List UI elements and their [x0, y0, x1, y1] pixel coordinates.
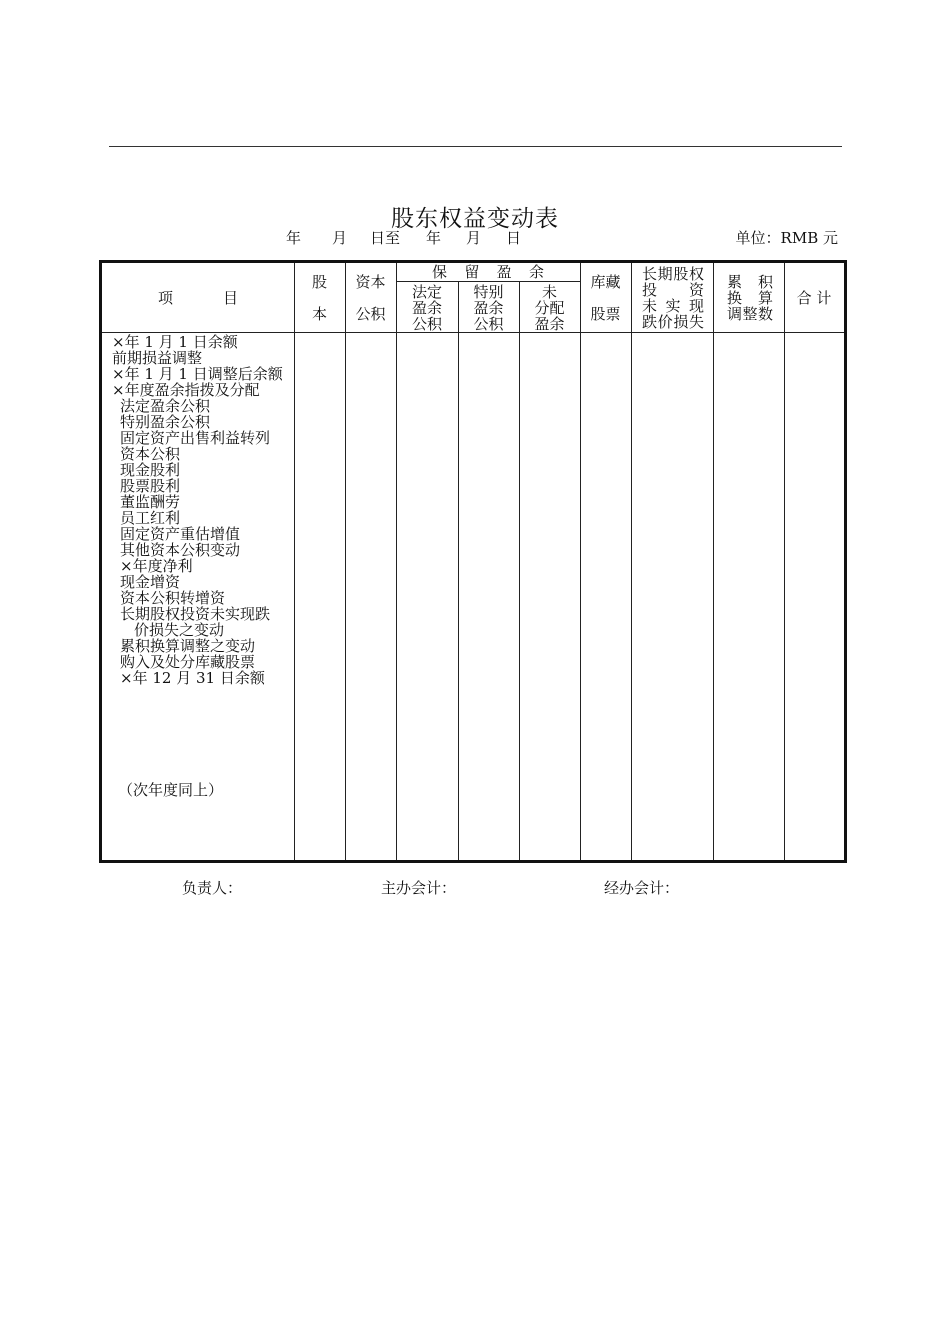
header-share-capital: 股 本	[311, 273, 327, 323]
row-labels	[112, 334, 283, 686]
currency-unit: 单位：RMB 元	[735, 229, 838, 247]
top-rule	[109, 146, 842, 147]
col-divider	[784, 263, 785, 860]
header-translation-adjustment: 累 积 换 算 调整数	[727, 273, 773, 323]
next-year-note: （次年度同上）	[118, 781, 224, 799]
row-label: 固定资产重估增值	[120, 525, 241, 543]
header-lt-equity-loss: 长期股权 投 资 未 实 现 跌价损失	[642, 265, 704, 331]
row-label: 资本公积	[120, 445, 181, 463]
period-month-end: 月	[466, 229, 482, 247]
col-divider	[631, 263, 632, 860]
row-label: 特别盈余公积	[120, 413, 211, 431]
row-label: 股票股利	[120, 477, 181, 495]
row-label: 现金股利	[120, 461, 181, 479]
col-divider	[458, 281, 459, 860]
header-statutory-reserve: 法定 盈余 公积	[411, 283, 442, 333]
signature-handling-accountant: 经办会计：	[604, 879, 680, 897]
row-label: ×年 12 月 31 日余额	[120, 669, 265, 687]
row-label: 累积换算调整之变动	[120, 637, 256, 655]
row-label: 资本公积转增资	[120, 589, 226, 607]
report-period	[286, 227, 521, 248]
period-month-start: 月	[332, 229, 348, 247]
header-retained-earnings: 保 留 盈 余	[432, 263, 544, 281]
header-item: 项 目	[158, 289, 238, 307]
row-label: 其他资本公积变动	[120, 541, 241, 559]
signature-responsible: 负责人：	[182, 879, 243, 897]
period-day-end: 日	[506, 229, 522, 247]
col-divider	[519, 281, 520, 860]
row-label: ×年度盈余指拨及分配	[112, 381, 260, 399]
page-title: 股东权益变动表	[391, 206, 559, 232]
row-label: 法定盈余公积	[120, 397, 211, 415]
row-label: ×年度净利	[120, 557, 193, 575]
col-divider	[580, 263, 581, 860]
row-label: 员工红利	[120, 509, 181, 527]
header-capital-reserve: 资本 公积	[355, 273, 386, 323]
equity-changes-table	[99, 260, 847, 863]
row-label: 长期股权投资未实现跌	[120, 605, 271, 623]
row-label: ×年 1 月 1 日余额	[112, 333, 238, 351]
signature-chief-accountant: 主办会计：	[381, 879, 457, 897]
col-divider	[396, 263, 397, 860]
row-label: 价损失之变动	[134, 621, 225, 639]
col-divider	[345, 263, 346, 860]
header-undistributed-earnings: 未 分配 盈余	[534, 283, 565, 333]
header-total: 合 计	[796, 289, 832, 307]
period-year-end: 年	[426, 229, 442, 247]
row-label: 现金增资	[120, 573, 181, 591]
retained-earnings-divider	[396, 281, 580, 282]
row-label: 前期损益调整	[112, 349, 203, 367]
col-divider	[294, 263, 295, 860]
header-special-reserve: 特别 盈余 公积	[473, 283, 504, 333]
period-day-start: 日至	[370, 229, 401, 247]
row-label: ×年 1 月 1 日调整后余额	[112, 365, 283, 383]
period-year-start: 年	[286, 229, 302, 247]
header-treasury-stock: 库藏 股票	[590, 273, 621, 323]
row-label: 购入及处分库藏股票	[120, 653, 256, 671]
col-divider	[713, 263, 714, 860]
row-label: 董监酬劳	[120, 493, 181, 511]
row-label: 固定资产出售利益转列	[120, 429, 271, 447]
